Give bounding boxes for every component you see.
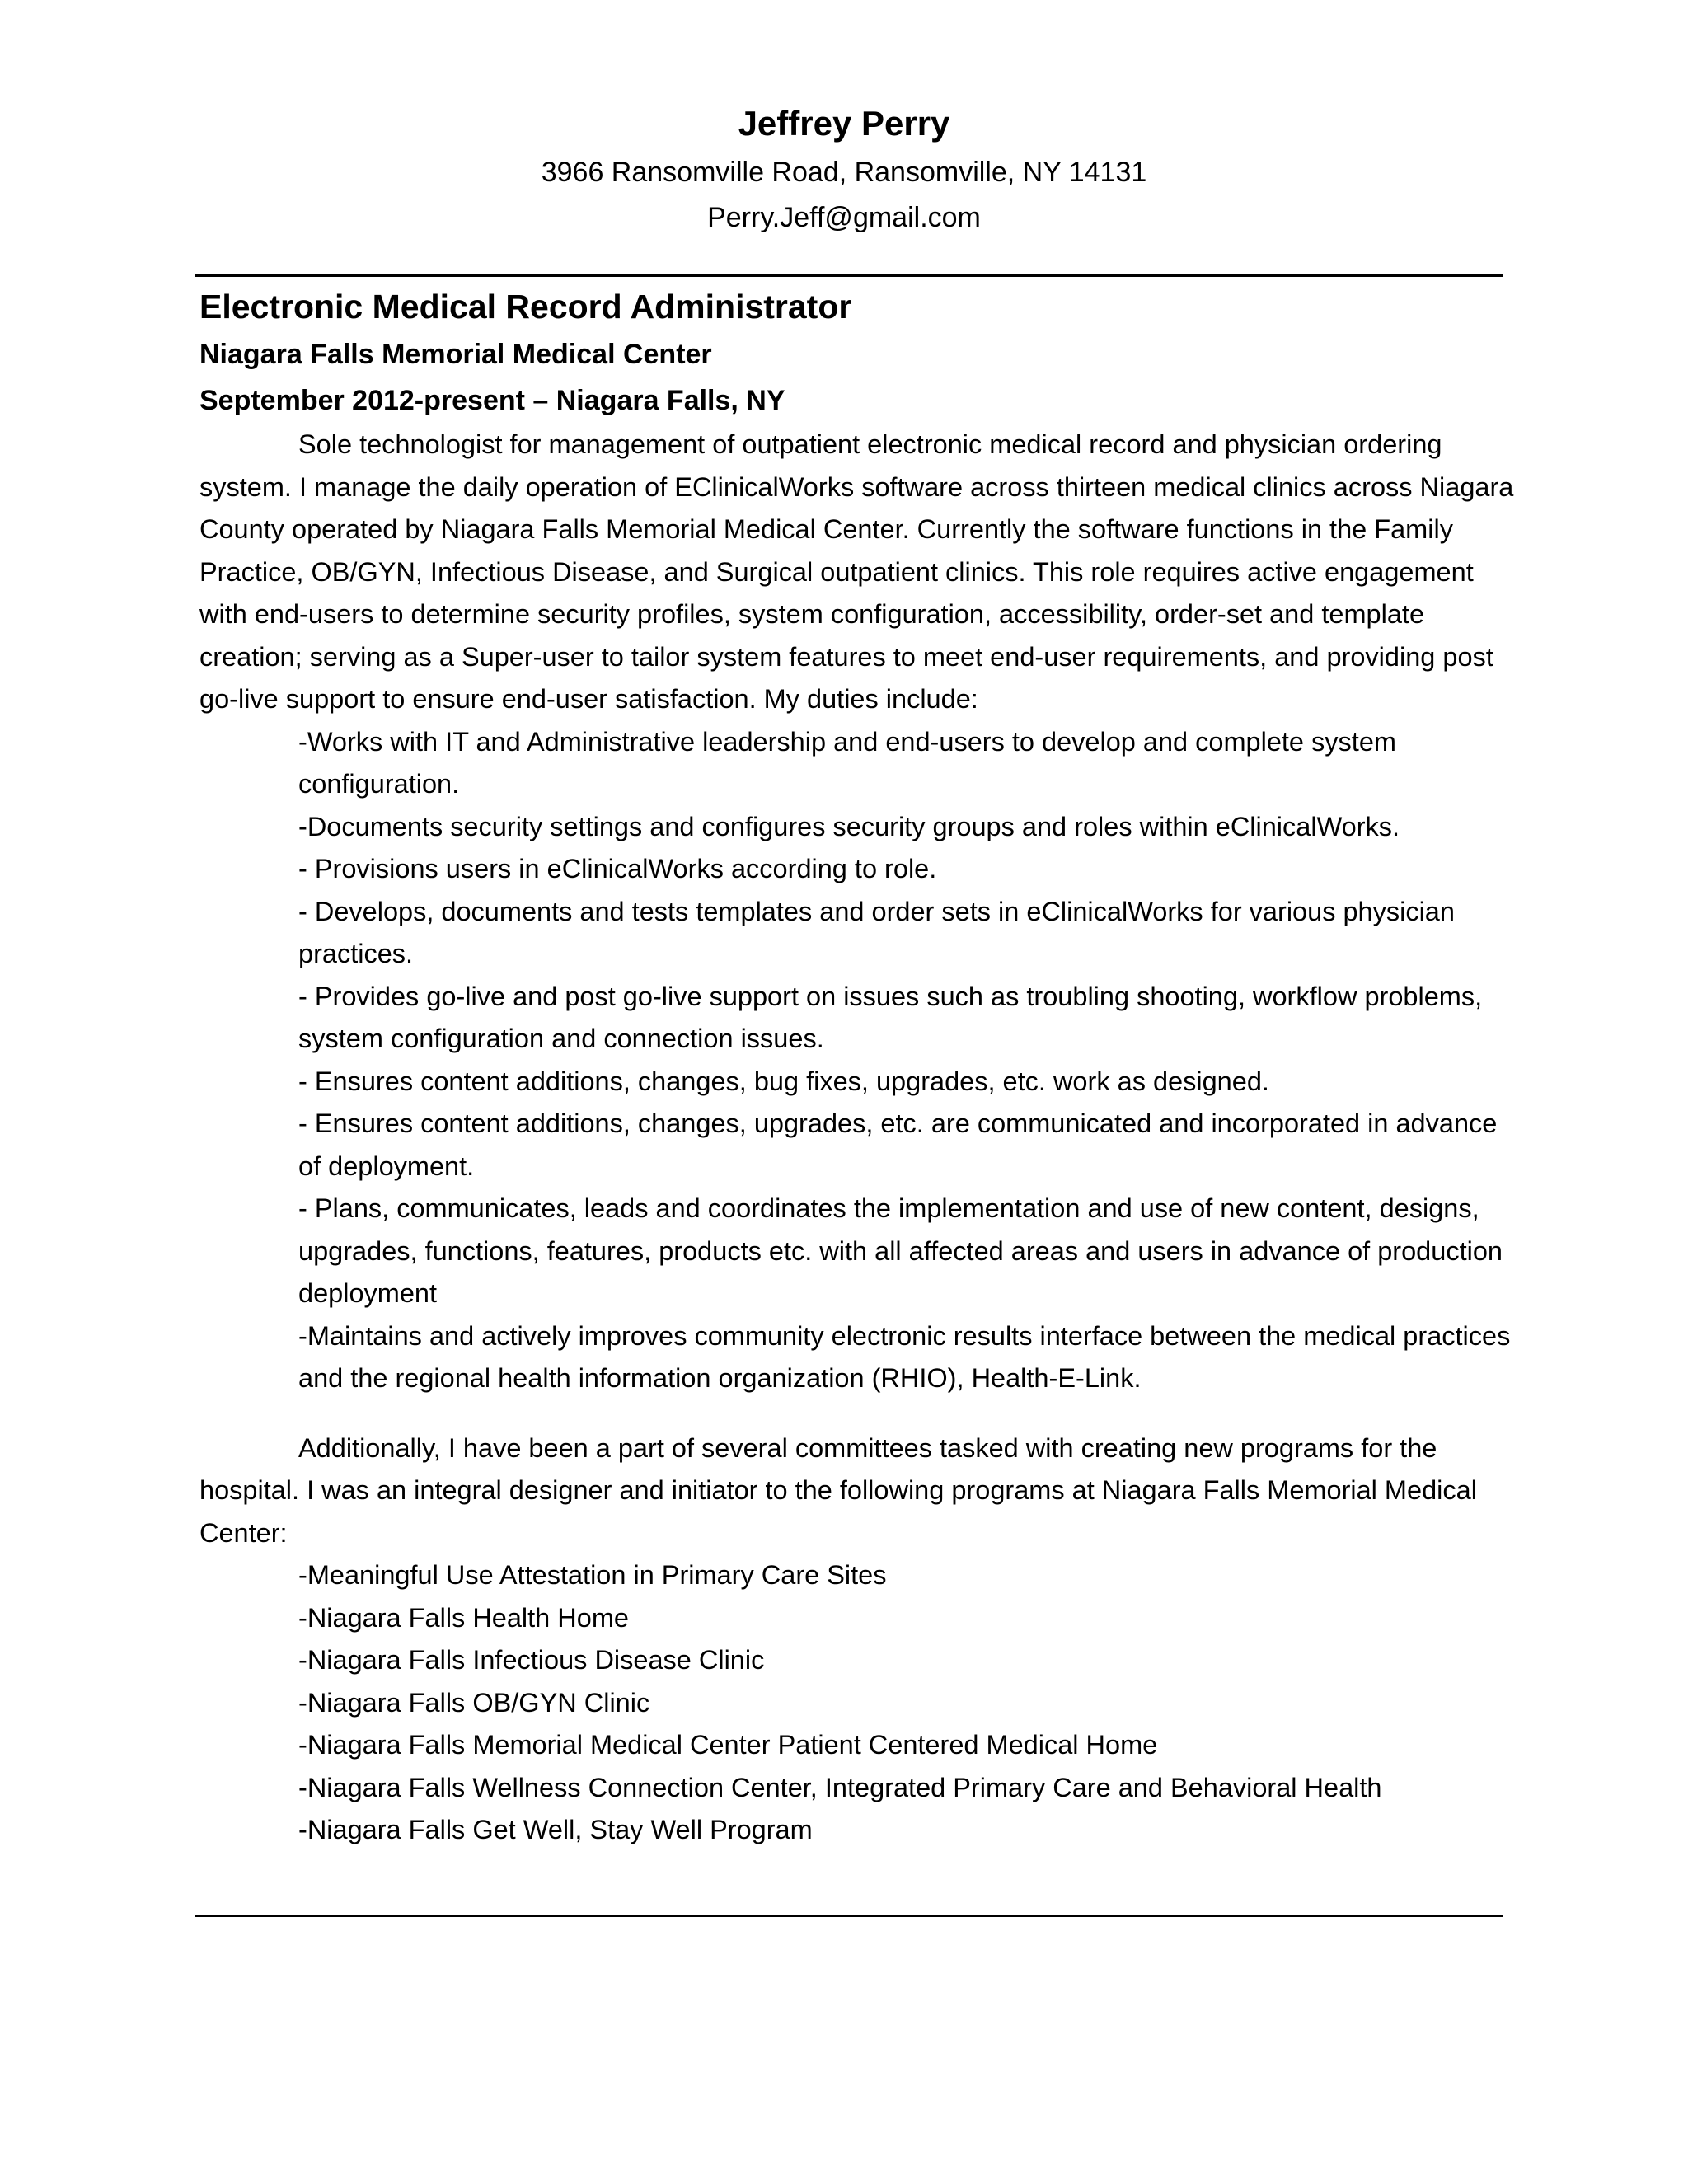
duty-item: - Develops, documents and tests templates and order sets in eClinicalWorks for various physician practices. <box>298 896 1455 968</box>
committees-intro: Additionally, I have been a part of several committees tasked with creating new programs for the hospital. I was an integral designer and initiator to the following programs at Niagara Falls Memorial Medical Center: <box>199 1432 1477 1548</box>
experience-section <box>199 279 1518 1852</box>
program-item: -Niagara Falls Memorial Medical Center Patient Centered Medical Home <box>298 1730 1158 1760</box>
resume-header <box>0 97 1688 241</box>
applicant-address: 3966 Ransomville Road, Ransomville, NY 14131 <box>541 157 1147 188</box>
job-summary: Sole technologist for management of outpatient electronic medical record and physician ordering system. I manage the daily operation of EClinicalWorks software across thirteen medical clinics across Niagara County operated by Niagara Falls Memorial Medical Center. Currently the software functions in the Family Practice, OB/GYN, Infectious Disease, and Surgical outpatient clinics. This role requires active engagement with end-users to determine security profiles, system configuration, accessibility, order-set and template creation; serving as a Super-user to tailor system features to meet end-user requirements, and providing post go-live support to ensure end-user satisfaction. My duties include: <box>199 429 1514 714</box>
program-item: -Niagara Falls OB/GYN Clinic <box>298 1687 650 1718</box>
program-item: -Meaningful Use Attestation in Primary Care Sites <box>298 1560 887 1590</box>
duty-item: -Maintains and actively improves community electronic results interface between the medical practices and the regional health information organization (RHIO), Health-E-Link. <box>298 1320 1511 1393</box>
programs-list <box>199 1554 1518 1852</box>
duty-item: - Plans, communicates, leads and coordinates the implementation and use of new content, designs, upgrades, functions, features, products etc. with all affected areas and users in advance of production deployment <box>298 1193 1503 1308</box>
bottom-divider <box>195 1915 1503 1917</box>
duty-item: - Provisions users in eClinicalWorks according to role. <box>298 854 937 883</box>
applicant-email: Perry.Jeff@gmail.com <box>707 202 981 233</box>
duties-list <box>199 721 1518 1400</box>
job-title: Electronic Medical Record Administrator <box>199 288 852 326</box>
program-item: -Niagara Falls Health Home <box>298 1602 629 1633</box>
applicant-name: Jeffrey Perry <box>738 104 950 143</box>
job-dates-location: September 2012-present – Niagara Falls, NY <box>199 385 785 416</box>
duty-item: - Provides go-live and post go-live support on issues such as troubling shooting, workflow problems, system configuration and connection issues. <box>298 981 1483 1053</box>
duty-item: -Works with IT and Administrative leadership and end-users to develop and complete system configuration. <box>298 726 1396 799</box>
duty-item: - Ensures content additions, changes, upgrades, etc. are communicated and incorporated in advance of deployment. <box>298 1108 1498 1181</box>
top-divider <box>195 274 1503 277</box>
program-item: -Niagara Falls Get Well, Stay Well Program <box>298 1815 813 1844</box>
duty-item: -Documents security settings and configures security groups and roles within eClinicalWorks. <box>298 811 1400 841</box>
program-item: -Niagara Falls Infectious Disease Clinic <box>298 1645 765 1675</box>
program-item: -Niagara Falls Wellness Connection Center, Integrated Primary Care and Behavioral Health <box>298 1772 1382 1802</box>
duty-item: - Ensures content additions, changes, bug fixes, upgrades, etc. work as designed. <box>298 1066 1269 1096</box>
employer-name: Niagara Falls Memorial Medical Center <box>199 339 712 370</box>
